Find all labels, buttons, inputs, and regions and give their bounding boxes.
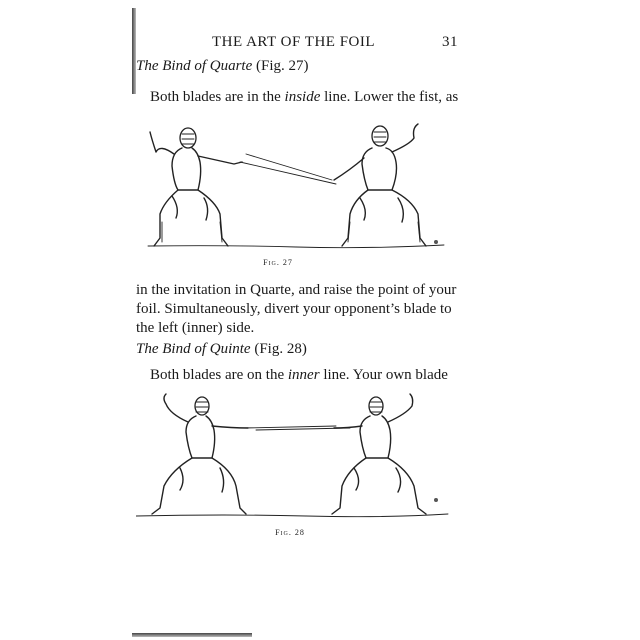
- figure-caption: Fig. 28: [275, 528, 305, 537]
- heading-figure-ref: (Fig. 28): [254, 341, 307, 357]
- paragraph-line: foil. Simultaneously, divert your opponent’s blade to: [136, 301, 452, 317]
- fencers-illustration-fig27: [136, 118, 466, 268]
- left-fencer: [152, 394, 248, 514]
- paragraph-line: the left (inner) side.: [136, 320, 255, 336]
- running-title: THE ART OF THE FOIL: [212, 34, 376, 50]
- fencers-illustration-fig28: [136, 390, 466, 530]
- section-heading-quarte: [136, 58, 309, 75]
- right-fencer: [332, 394, 426, 514]
- figure-caption: Fig. 27: [263, 258, 293, 267]
- book-page: [136, 0, 466, 640]
- section-heading-quinte: [136, 341, 307, 358]
- paragraph-line: Both blades are on the inner line. Your own blade: [150, 367, 448, 383]
- page-number: 31: [442, 34, 458, 50]
- left-fencer: [150, 128, 242, 246]
- heading-figure-ref: (Fig. 27): [256, 58, 309, 74]
- paragraph-line: Both blades are in the inside line. Lower the fist, as: [150, 89, 459, 105]
- running-header: [136, 34, 458, 54]
- heading-title: The Bind of Quinte: [136, 341, 251, 357]
- right-fencer: [334, 124, 426, 246]
- heading-title: The Bind of Quarte: [136, 58, 253, 74]
- paragraph-line: in the invitation in Quarte, and raise the point of your: [136, 282, 457, 298]
- figure-28: [136, 390, 466, 545]
- figure-27: [136, 118, 466, 268]
